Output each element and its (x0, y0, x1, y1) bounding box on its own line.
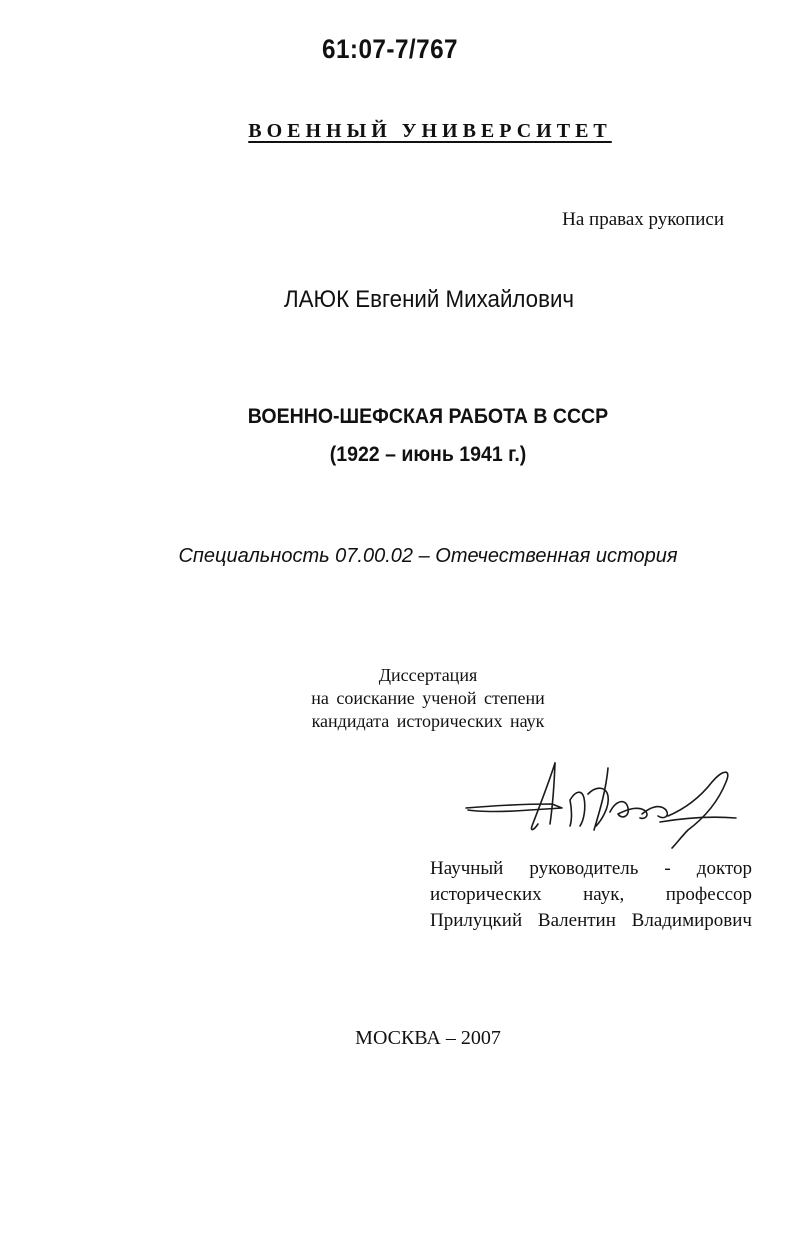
thesis-title-line-2: (1922 – июнь 1941 г.) (329, 443, 527, 466)
specialty: Специальность 07.00.02 – Отечественная история (178, 545, 678, 567)
city-year: МОСКВА – 2007 (355, 1027, 501, 1049)
dissertation-block (0, 664, 796, 733)
supervisor-line-3: Прилуцкий Валентин Владимирович (430, 910, 752, 931)
supervisor-line-1: Научный руководитель - доктор (430, 858, 752, 879)
manuscript-note: На правах рукописи (562, 209, 724, 230)
catalog-number: 61:07-7/767 (322, 34, 459, 64)
supervisor-line-2: исторических наук, профессор (430, 884, 752, 905)
thesis-title (0, 398, 796, 474)
thesis-title-line-1: ВОЕННО-ШЕФСКАЯ РАБОТА В СССР (247, 405, 609, 428)
university-name: ВОЕННЫЙ УНИВЕРСИТЕТ (248, 120, 612, 142)
dissertation-line-1: Диссертация (378, 665, 478, 685)
supervisor-block (430, 856, 752, 934)
handwritten-signature (460, 760, 740, 850)
dissertation-line-2: на соискание ученой степени (311, 688, 545, 708)
dissertation-line-3: кандидата исторических наук (311, 711, 545, 731)
author-name: ЛАЮК Евгений Михайлович (284, 286, 575, 313)
